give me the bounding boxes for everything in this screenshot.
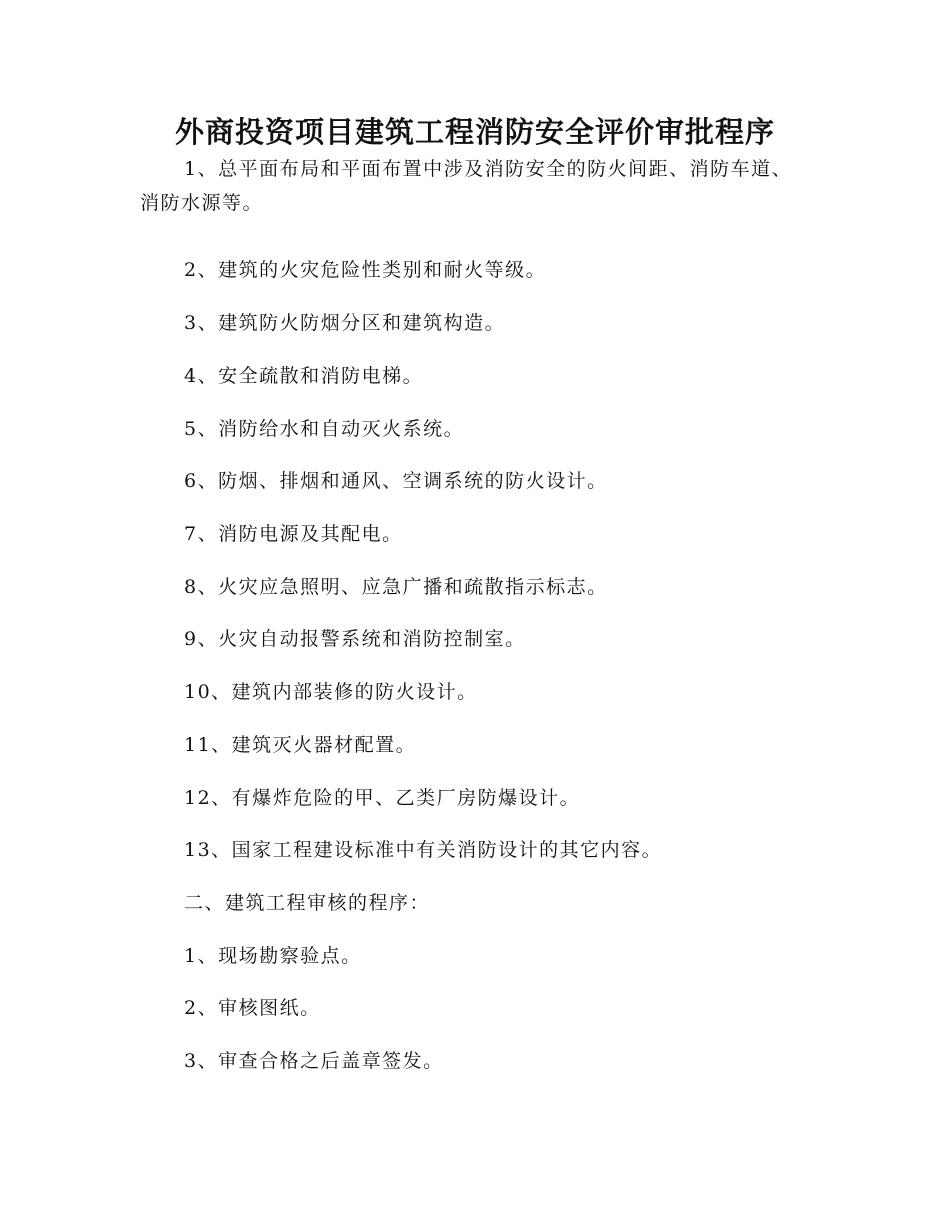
procedure-step-3: 3、审查合格之后盖章签发。 [184,1050,444,1072]
paragraph-12: 12、有爆炸危险的甲、乙类厂房防爆设计。 [184,787,581,809]
paragraph-10: 10、建筑内部装修的防火设计。 [184,681,478,703]
paragraph-9: 9、火灾自动报警系统和消防控制室。 [184,628,526,650]
document-title: 外商投资项目建筑工程消防安全评价审批程序 [174,115,775,149]
procedure-step-1: 1、现场勘察验点。 [184,945,362,967]
paragraph-11: 11、建筑灭火器材配置。 [184,734,417,756]
paragraph-3: 3、建筑防火防烟分区和建筑构造。 [184,312,506,334]
paragraph-8: 8、火灾应急照明、应急广播和疏散指示标志。 [184,576,608,598]
paragraph-13: 13、国家工程建设标准中有关消防设计的其它内容。 [184,839,663,861]
paragraph-7: 7、消防电源及其配电。 [184,523,403,545]
procedure-step-2: 2、审核图纸。 [184,997,321,1019]
paragraph-5: 5、消防给水和自动灭火系统。 [184,418,465,440]
paragraph-4: 4、安全疏散和消防电梯。 [184,365,424,387]
section-heading: 二、建筑工程审核的程序： [184,892,431,914]
paragraph-2: 2、建筑的火灾危险性类别和耐火等级。 [184,259,547,281]
paragraph-6: 6、防烟、排烟和通风、空调系统的防火设计。 [184,470,608,492]
paragraph-1: 1、总平面布局和平面布置中涉及消防安全的防火间距、消防车道、消防水源等。 [140,158,793,214]
